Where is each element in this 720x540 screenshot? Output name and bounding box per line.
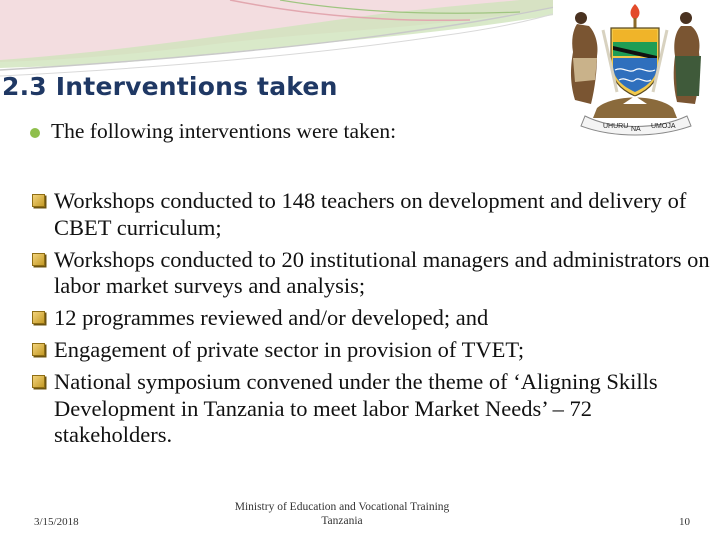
list-item	[32, 188, 712, 241]
page-number: 10	[679, 516, 690, 528]
coat-of-arms-logo	[553, 0, 718, 136]
list-item	[32, 337, 712, 364]
interventions-list	[32, 188, 712, 454]
footer-org-line1: Ministry of Education and Vocational Training	[234, 501, 450, 513]
footer-date: 3/15/2018	[34, 516, 79, 528]
list-item	[32, 369, 712, 449]
checkbox-bullet-icon	[32, 375, 45, 388]
list-item-text: Workshops conducted to 148 teachers on development and delivery of CBET curriculum;	[54, 188, 687, 240]
list-item-text: Workshops conducted to 20 institutional managers and administrators on labor market surveys and analysis;	[54, 246, 710, 298]
motto-mid: NA	[631, 126, 641, 133]
checkbox-bullet-icon	[32, 194, 45, 207]
footer-organization	[212, 500, 472, 528]
motto-right: UMOJA	[651, 123, 676, 130]
list-item	[32, 305, 712, 332]
list-item-text: National symposium convened under the theme of ‘Aligning Skills Development in Tanzania to meet labor Market Needs’ – 72 stakeholders.	[54, 369, 658, 447]
motto-left: UHURU	[603, 123, 629, 130]
intro-text: The following interventions were taken:	[51, 119, 397, 143]
list-item-text: 12 programmes reviewed and/or developed; and	[54, 305, 489, 330]
checkbox-bullet-icon	[32, 253, 45, 266]
checkbox-bullet-icon	[32, 311, 45, 324]
list-item-text: Engagement of private sector in provision of TVET;	[54, 337, 525, 362]
list-item	[32, 247, 712, 300]
checkbox-bullet-icon	[32, 343, 45, 356]
slide-title: 2.3 Interventions taken	[2, 72, 338, 101]
bullet-dot-icon	[30, 128, 40, 138]
footer-org-line2: Tanzania	[321, 515, 363, 527]
intro-bullet	[30, 119, 530, 144]
